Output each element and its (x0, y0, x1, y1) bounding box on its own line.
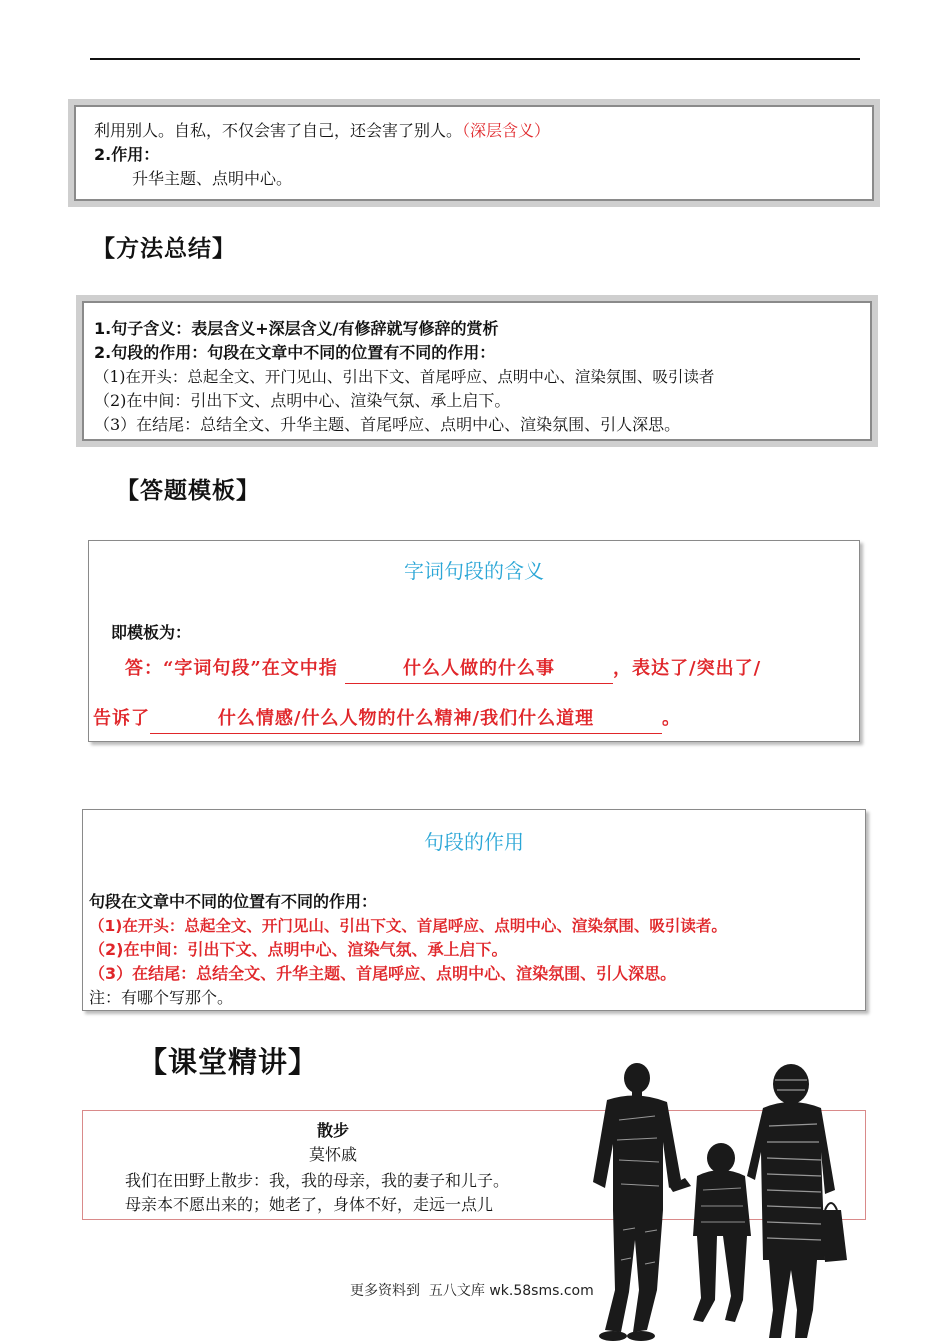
continuation-box (68, 99, 880, 207)
function-item-2: （2)在中间：引出下文、点明中心、渲染气氛、承上启下。 (89, 940, 508, 959)
template-box-title: 字词句段的含义 (404, 559, 544, 583)
essay-title: 散步 (317, 1121, 350, 1140)
essay-line-2: 母亲本不愿出来的；她老了，身体不好，走远一点儿 (125, 1195, 494, 1214)
answer-template-heading: 【答题模板】 (116, 478, 260, 504)
essay-author: 莫怀戚 (309, 1145, 358, 1164)
essay-line-1: 我们在田野上散步：我，我的母亲，我的妻子和儿子。 (125, 1171, 510, 1190)
meaning-line: 利用别人。自私，不仅会害了自己，还会害了别人。（深层含义） (94, 121, 551, 140)
blank-what-event: 什么人做的什么事 (345, 655, 613, 684)
function-label: 2.作用： (94, 145, 160, 164)
method-line-4: （2)在中间：引出下文、点明中心、渲染气氛、承上启下。 (94, 391, 511, 410)
function-note: 注：有哪个写那个。 (89, 988, 234, 1007)
method-line-1: 1.句子含义：表层含义+深层含义/有修辞就写修辞的赏析 (94, 319, 499, 338)
sentence-function-box (82, 809, 866, 1011)
function-item-1: （1)在开头：总起全文、开门见山、引出下文、首尾呼应、点明中心、渲染氛围、吸引读者。 (89, 917, 727, 935)
function-lead: 句段在文章中不同的位置有不同的作用： (89, 892, 378, 911)
lecture-heading: 【课堂精讲】 (138, 1045, 319, 1079)
method-summary-heading: 【方法总结】 (92, 236, 236, 262)
method-line-3: （1)在开头：总起全文、开门见山、引出下文、首尾呼应、点明中心、渲染氛围、吸引读者 (94, 368, 715, 386)
footer-source: 更多资料到 五八文库 wk.58sms.com (350, 1283, 594, 1299)
method-line-5: （3）在结尾：总结全文、升华主题、首尾呼应、点明中心、渲染氛围、引人深思。 (94, 415, 681, 434)
blank-what-meaning: 什么情感/什么人物的什么精神/我们什么道理 (150, 705, 662, 734)
template-answer-line-1: 答：“字词句段”在文中指 什么人做的什么事 ，表达了/突出了/ (125, 655, 761, 684)
function-answer: 升华主题、点明中心。 (132, 169, 293, 188)
template-intro: 即模板为： (111, 623, 192, 642)
answer-template-box (88, 540, 860, 742)
header-rule (90, 58, 860, 60)
method-line-2: 2.句段的作用：句段在文章中不同的位置有不同的作用： (94, 343, 496, 362)
method-summary-box (76, 295, 878, 447)
deep-meaning-tag: （深层含义） (462, 121, 551, 140)
function-box-title: 句段的作用 (424, 830, 524, 854)
function-item-3: （3）在结尾：总结全文、升华主题、首尾呼应、点明中心、渲染氛围、引人深思。 (89, 964, 677, 983)
family-walking-illustration (585, 1060, 855, 1344)
template-answer-line-2: 告诉了 什么情感/什么人物的什么精神/我们什么道理 。 (93, 705, 681, 734)
